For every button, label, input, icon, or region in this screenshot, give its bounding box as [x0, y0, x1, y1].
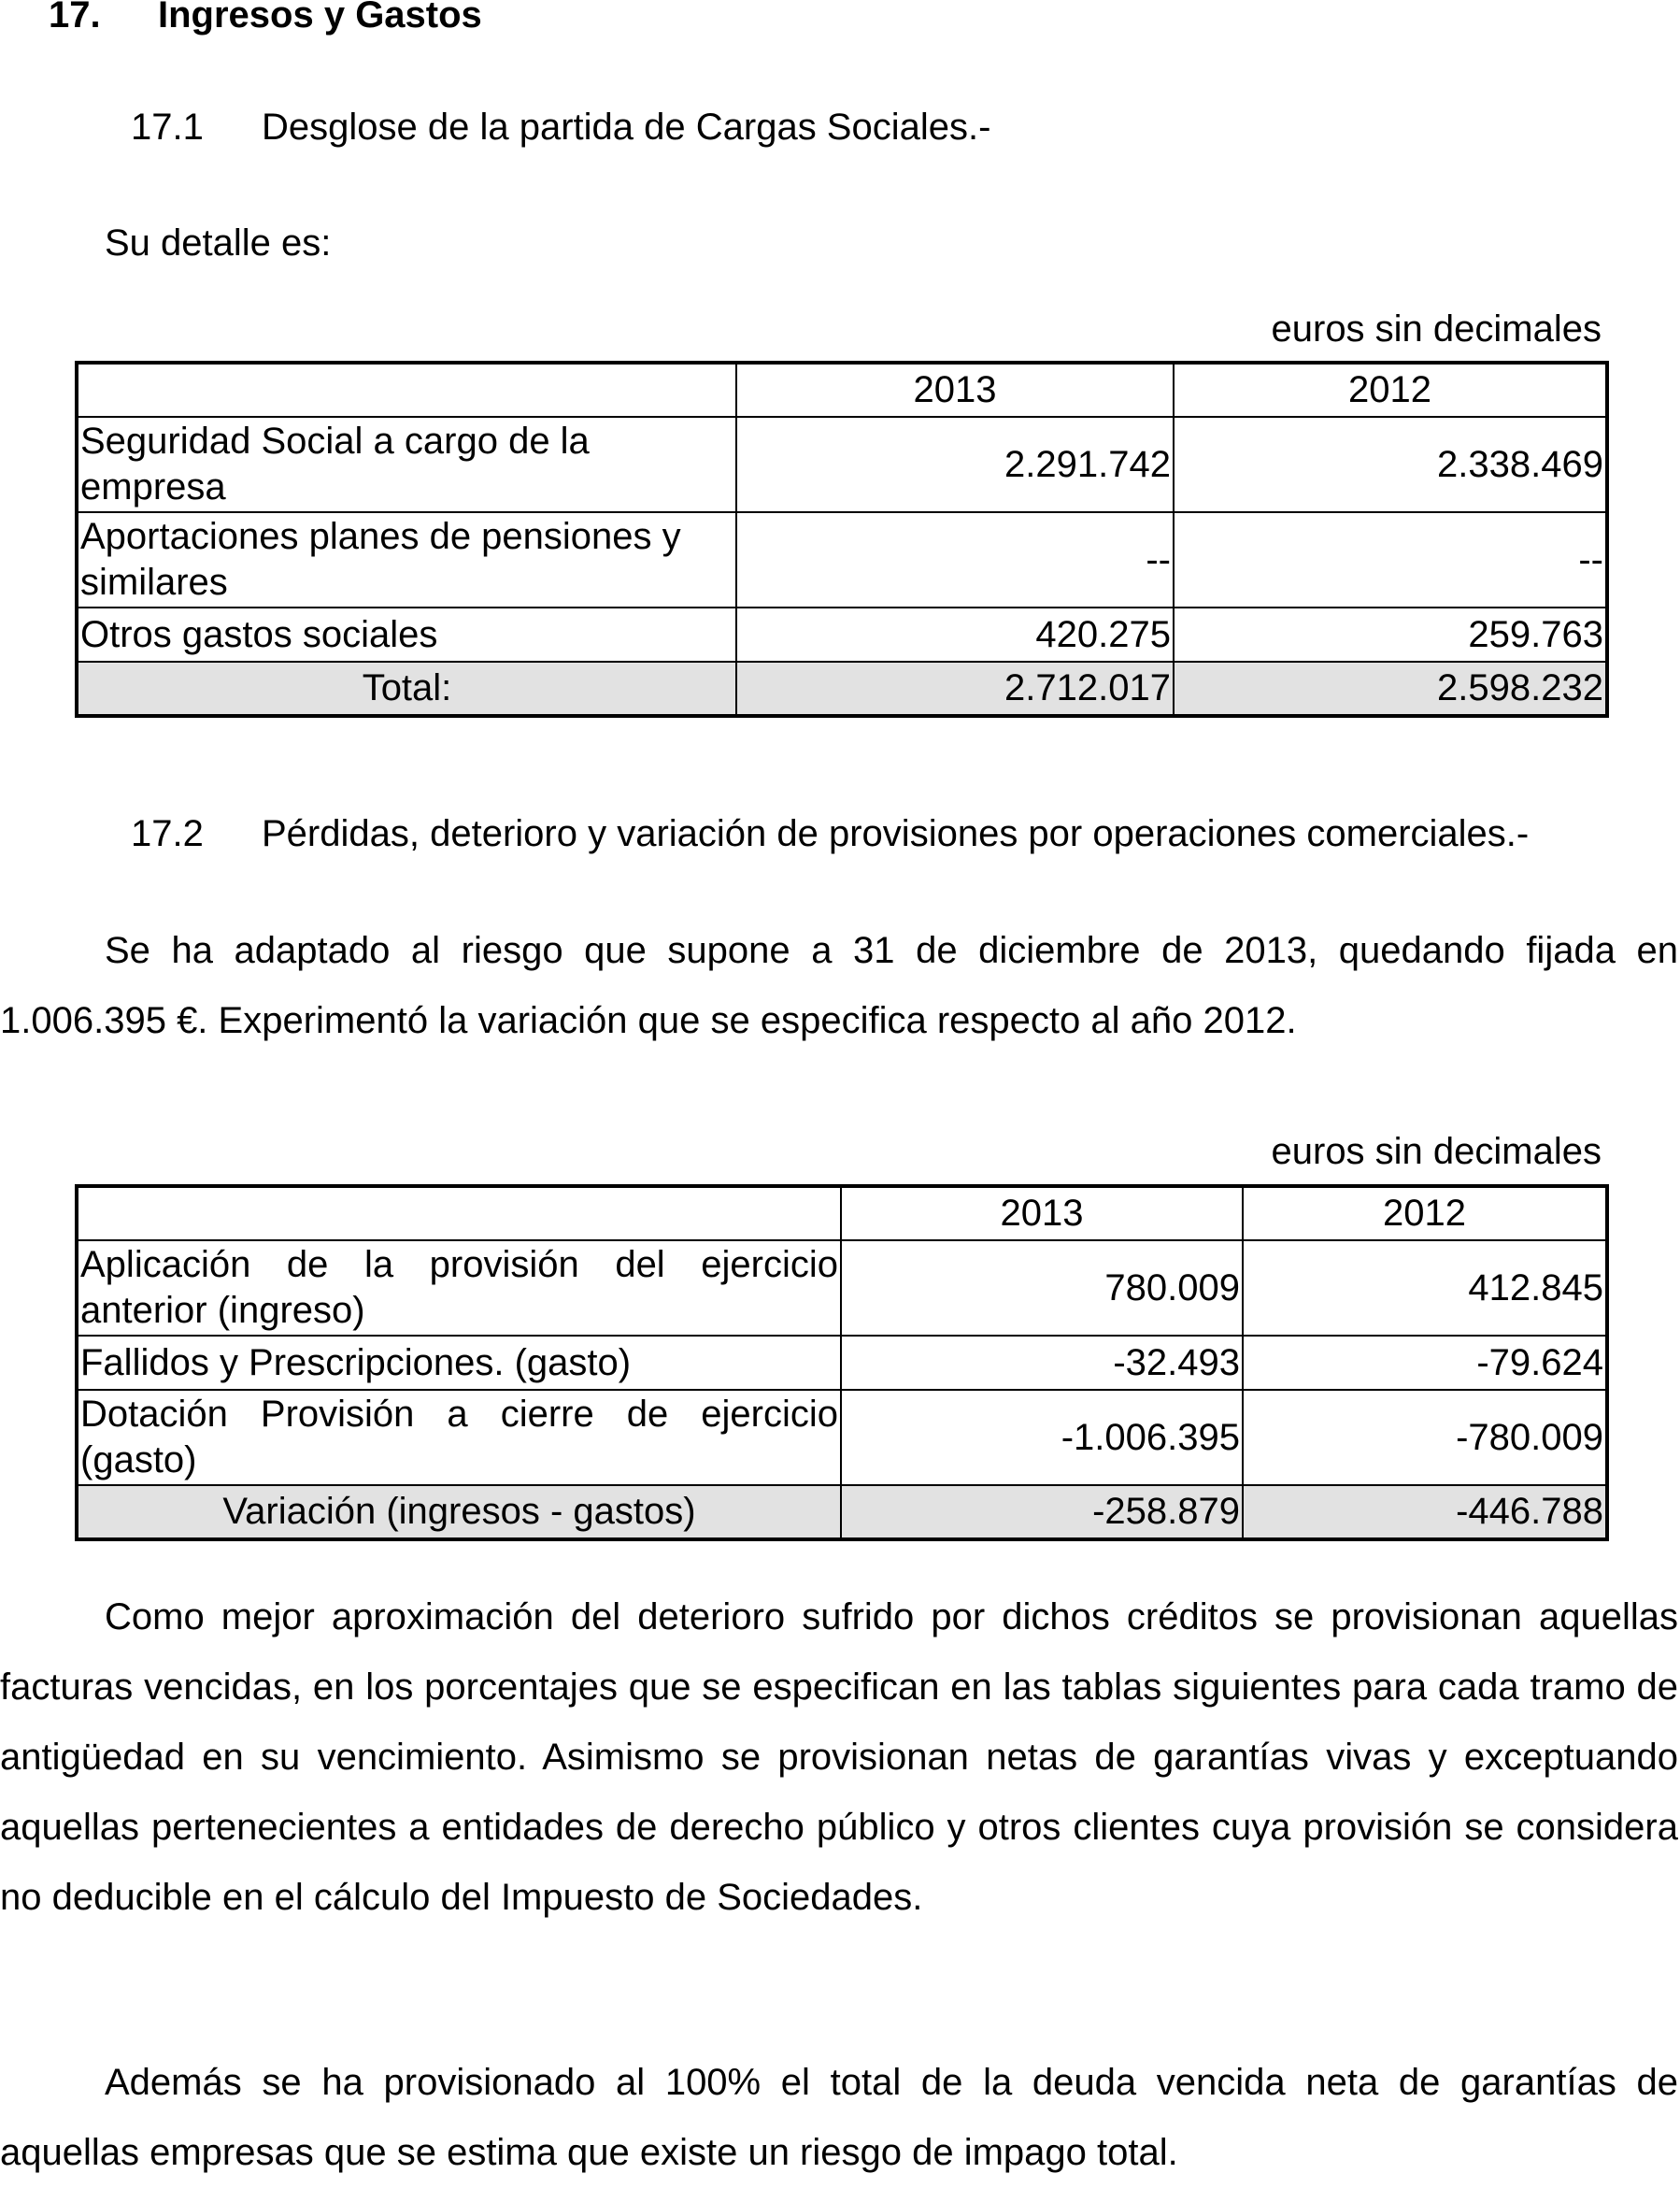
row-value-2013: 2.291.742 — [736, 417, 1174, 512]
row-value-2012: 2.338.469 — [1174, 417, 1607, 512]
total-row — [77, 662, 1607, 716]
subsection-heading-17-1 — [131, 107, 990, 149]
total-value-2013: -258.879 — [841, 1485, 1243, 1539]
subsection-heading-17-2 — [131, 813, 1529, 855]
row-label: Otros gastos sociales — [77, 608, 736, 662]
intro-text: Su detalle es: — [105, 222, 332, 264]
subsection-title: Pérdidas, deterioro y variación de provisiones por operaciones comerciales.- — [262, 813, 1530, 854]
row-label: Fallidos y Prescripciones. (gasto) — [77, 1336, 841, 1390]
total-value-2013: 2.712.017 — [736, 662, 1174, 716]
header-cell-empty — [77, 363, 736, 417]
table-row — [77, 1240, 1607, 1336]
row-value-2012: -780.009 — [1243, 1390, 1607, 1485]
table-row — [77, 1390, 1607, 1485]
section-title: Ingresos y Gastos — [158, 0, 482, 36]
header-cell-2012: 2012 — [1243, 1186, 1607, 1240]
adaptation-paragraph: Se ha adaptado al riesgo que supone a 31 de diciembre de 2013, quedando fijada en 1.006.395 €. Experimentó la variación que se especifica respecto al año 2012. — [0, 930, 1678, 1041]
row-value-2012: -79.624 — [1243, 1336, 1607, 1390]
total-label: Total: — [77, 662, 736, 716]
row-value-2012: 412.845 — [1243, 1240, 1607, 1336]
subsection-number: 17.2 — [131, 813, 204, 854]
subsection-number: 17.1 — [131, 107, 204, 148]
cargas-sociales-table — [75, 361, 1609, 718]
row-label: Dotación Provisión a cierre de ejercicio (gasto) — [77, 1390, 841, 1485]
row-label: Seguridad Social a cargo de la empresa — [77, 417, 736, 512]
row-value-2013: -1.006.395 — [841, 1390, 1243, 1485]
total-label: Variación (ingresos - gastos) — [77, 1485, 841, 1539]
unit-note: euros sin decimales — [1271, 1131, 1602, 1172]
table-row — [77, 1336, 1607, 1390]
row-value-2013: 780.009 — [841, 1240, 1243, 1336]
header-cell-empty — [77, 1186, 841, 1240]
row-value-2013: -32.493 — [841, 1336, 1243, 1390]
methodology-paragraph: Como mejor aproximación del deterioro sufrido por dichos créditos se provisionan aquellas facturas vencidas, en los porcentajes que se especifican en las tablas siguientes para cada tramo de antigüedad en su vencimiento. Asimismo se provisionan netas de garantías vivas y exceptuando aquellas pertenecientes a entidades de derecho público y otros clientes cuya provisión se considera no deducible en el cálculo del Impuesto de Sociedades. — [0, 1596, 1678, 1918]
row-value-2013: -- — [736, 512, 1174, 608]
table-header-row — [77, 363, 1607, 417]
total-row — [77, 1485, 1607, 1539]
section-number: 17. — [49, 0, 101, 36]
unit-note: euros sin decimales — [1271, 308, 1602, 350]
total-provision-paragraph: Además se ha provisionado al 100% el total de la deuda vencida neta de garantías de aquellas empresas que se estima que existe un riesgo de impago total. — [0, 2062, 1678, 2173]
row-label: Aportaciones planes de pensiones y similares — [77, 512, 736, 608]
subsection-title: Desglose de la partida de Cargas Sociales.- — [262, 107, 991, 148]
row-value-2013: 420.275 — [736, 608, 1174, 662]
table-row — [77, 417, 1607, 512]
table-row — [77, 512, 1607, 608]
row-value-2012: -- — [1174, 512, 1607, 608]
table-header-row — [77, 1186, 1607, 1240]
total-value-2012: -446.788 — [1243, 1485, 1607, 1539]
row-label: Aplicación de la provisión del ejercicio anterior (ingreso) — [77, 1240, 841, 1336]
total-value-2012: 2.598.232 — [1174, 662, 1607, 716]
provisiones-table — [75, 1184, 1609, 1541]
row-value-2012: 259.763 — [1174, 608, 1607, 662]
section-heading — [49, 0, 482, 36]
header-cell-2012: 2012 — [1174, 363, 1607, 417]
table-row — [77, 608, 1607, 662]
header-cell-2013: 2013 — [736, 363, 1174, 417]
header-cell-2013: 2013 — [841, 1186, 1243, 1240]
